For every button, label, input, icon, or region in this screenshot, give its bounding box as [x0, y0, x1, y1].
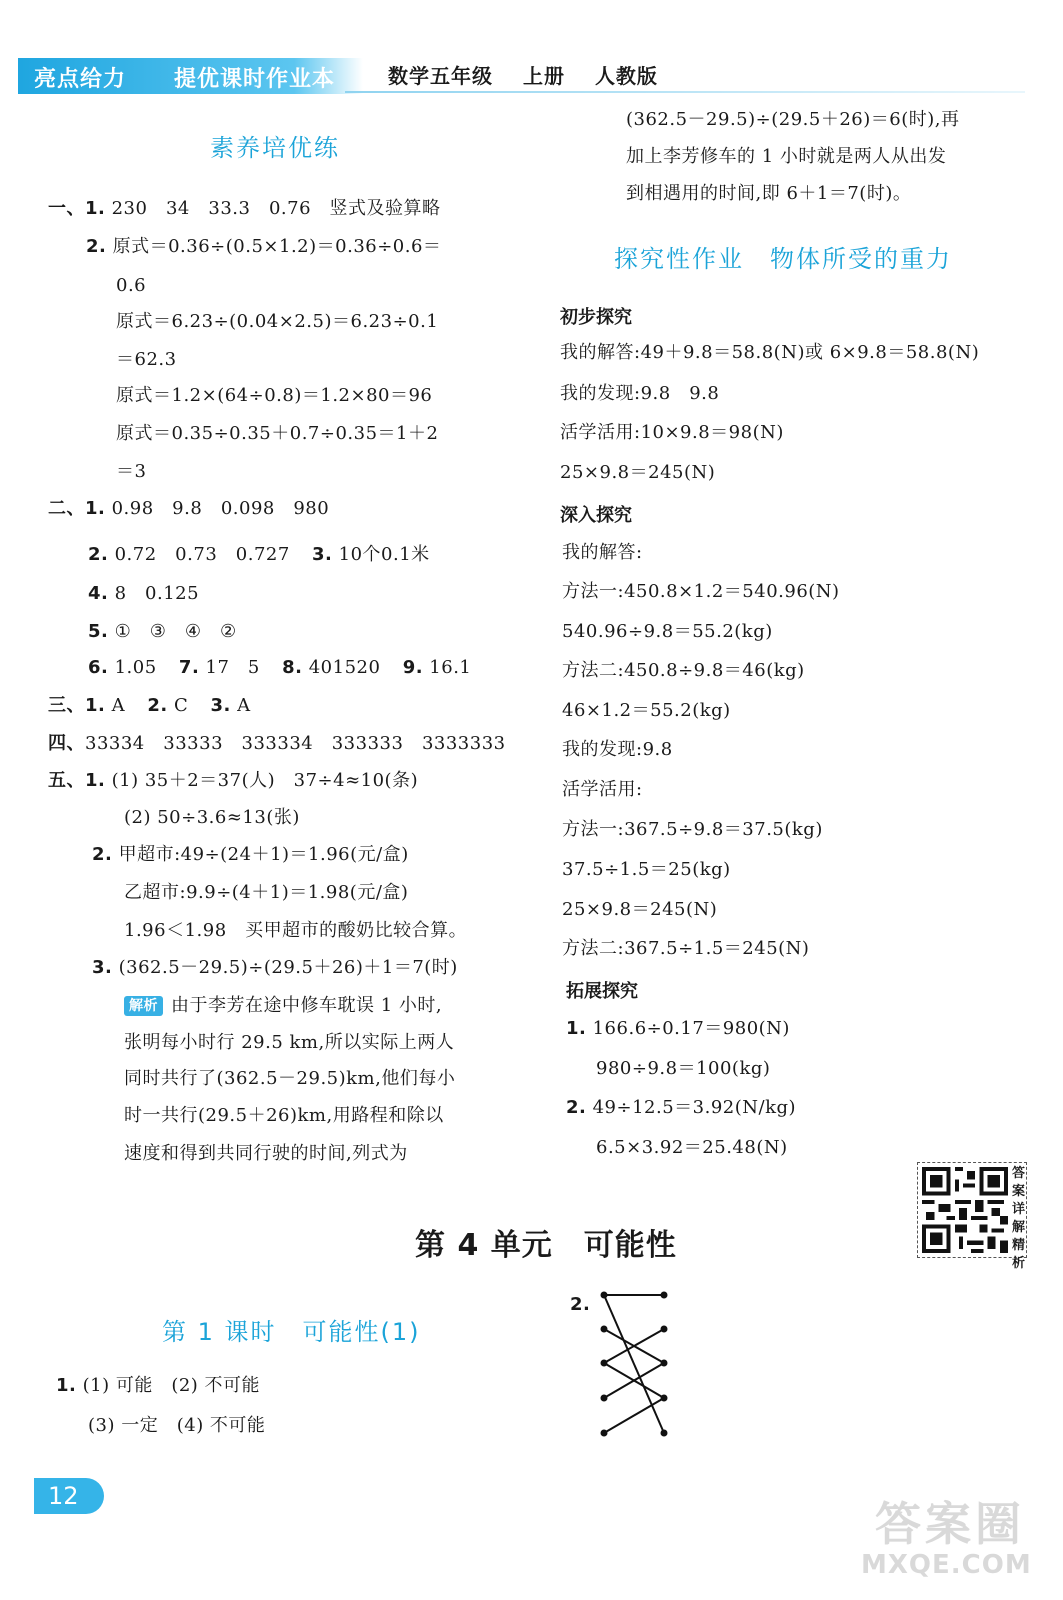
edition: 人教版 [594, 64, 658, 88]
watermark-logo [855, 1488, 1050, 1592]
match-line [604, 1398, 664, 1433]
answer-line: 6. 1.05 7. 17 5 8. 401520 9. 16.1 [88, 657, 472, 678]
watermark-text: 答案圈 [875, 1497, 1025, 1551]
answer-line: 原式＝0.35÷0.35＋0.7÷0.35＝1＋2 [116, 423, 439, 444]
answer-line: 25×9.8＝245(N) [560, 462, 716, 483]
answer-line: 我的解答:49＋9.8＝58.8(N)或 6×9.8＝58.8(N) [560, 342, 980, 363]
header-divider [345, 91, 1025, 93]
analysis-line: 同时共行了(362.5－29.5)km,他们每小 [124, 1068, 456, 1089]
answer-line: 方法二:367.5÷1.5＝245(N) [562, 938, 810, 959]
match-dot [661, 1326, 668, 1333]
match-dot [601, 1326, 608, 1333]
answer-line: ＝62.3 [116, 349, 177, 370]
answer-line: 我的解答: [562, 542, 643, 563]
lesson-title: 第 1 课时 可能性(1) [162, 1318, 421, 1346]
answer-line: 980÷9.8＝100(kg) [596, 1058, 771, 1079]
answer-line: 方法一:450.8×1.2＝540.96(N) [562, 581, 840, 602]
answer-line: 25×9.8＝245(N) [562, 899, 718, 920]
analysis-tag: 解析 [124, 996, 163, 1016]
match-dot [601, 1430, 608, 1437]
answer-line: 原式＝6.23÷(0.04×2.5)＝6.23÷0.1 [116, 311, 439, 332]
analysis-line: 解析 由于李芳在途中修车耽误 1 小时, [124, 993, 442, 1019]
analysis-line: 时一共行(29.5＋26)km,用路程和除以 [124, 1105, 444, 1126]
answer-line: (2) 50÷3.6≈13(张) [124, 807, 300, 828]
answer-line: 原式＝1.2×(64÷0.8)＝1.2×80＝96 [116, 385, 433, 406]
match-line [604, 1295, 664, 1433]
match-dot [601, 1395, 608, 1402]
answer-line: 三、1. A 2. C 3. A [48, 695, 251, 716]
sub-heading: 拓展探究 [566, 981, 638, 1002]
book-info [388, 60, 680, 89]
answer-line: ＝3 [116, 461, 147, 482]
answer-line: 540.96÷9.8＝55.2(kg) [562, 621, 773, 642]
answer-line: 1. 166.6÷0.17＝980(N) [566, 1018, 790, 1039]
watermark-url: MXQE.COM [861, 1550, 1032, 1580]
match-dot [661, 1360, 668, 1367]
answer-line: 五、1. (1) 35＋2＝37(人) 37÷4≈10(条) [48, 770, 419, 791]
brand-name: 亮点给力 [34, 67, 127, 92]
question-number: 2. [570, 1294, 591, 1315]
matching-lines-diagram [590, 1285, 680, 1445]
answer-line: 37.5÷1.5＝25(kg) [562, 859, 731, 880]
answer-line: 6.5×3.92＝25.48(N) [596, 1137, 788, 1158]
book-series-name: 提优课时作业本 [174, 67, 336, 92]
match-dot [661, 1395, 668, 1402]
match-dot [601, 1360, 608, 1367]
answer-line: 0.6 [116, 275, 147, 296]
answer-line: 我的发现:9.8 [562, 739, 673, 760]
answer-line: 一、1. 230 34 33.3 0.76 竖式及验算略 [48, 198, 441, 219]
qr-caption: 答案详解精析 [1012, 1166, 1026, 1271]
answer-line: 我的发现:9.8 9.8 [560, 383, 720, 404]
answer-line: 方法二:450.8÷9.8＝46(kg) [562, 660, 805, 681]
answer-line: 3. (362.5－29.5)÷(29.5＋26)＋1＝7(时) [92, 957, 458, 978]
section-title: 探究性作业 物体所受的重力 [614, 245, 952, 273]
page-header [0, 0, 1063, 100]
answer-line: 活学活用:10×9.8＝98(N) [560, 422, 784, 443]
match-dot [661, 1430, 668, 1437]
unit-title: 第 4 单元 可能性 [415, 1228, 677, 1263]
answer-line: 2. 0.72 0.73 0.727 3. 10个0.1米 [88, 544, 430, 565]
answer-line: 46×1.2＝55.2(kg) [562, 700, 731, 721]
answer-line: 四、33334 33333 333334 333333 3333333 [48, 733, 506, 754]
analysis-line: 速度和得到共同行驶的时间,列式为 [124, 1143, 408, 1164]
subject-grade: 数学五年级 [388, 64, 493, 88]
qr-code-icon[interactable] [922, 1167, 1008, 1253]
sub-heading: 初步探究 [560, 307, 632, 328]
answer-line: (362.5－29.5)÷(29.5＋26)＝6(时),再 [626, 109, 960, 130]
answer-line: 4. 8 0.125 [88, 583, 200, 604]
page-number: 12 [34, 1478, 104, 1514]
qr-code-box[interactable] [917, 1162, 1027, 1271]
answer-line: (3) 一定 (4) 不可能 [88, 1415, 266, 1436]
brand-banner [18, 58, 363, 94]
match-dot [601, 1292, 608, 1299]
answer-line: 1.96＜1.98 买甲超市的酸奶比较合算。 [124, 920, 468, 941]
analysis-line: 张明每小时行 29.5 km,所以实际上两人 [124, 1032, 455, 1053]
answer-line: 2. 原式＝0.36÷(0.5×1.2)＝0.36÷0.6＝ [86, 236, 442, 257]
answer-line: 活学活用: [562, 779, 643, 800]
section-title: 素养培优练 [210, 134, 340, 162]
match-dot [661, 1292, 668, 1299]
answer-line: 乙超市:9.9÷(4＋1)＝1.98(元/盒) [124, 882, 409, 903]
answer-line: 2. 甲超市:49÷(24＋1)＝1.96(元/盒) [92, 844, 409, 865]
answer-line: 二、1. 0.98 9.8 0.098 980 [48, 498, 330, 519]
answer-line: 到相遇用的时间,即 6＋1＝7(时)。 [626, 183, 912, 204]
answer-line: 加上李芳修车的 1 小时就是两人从出发 [626, 146, 947, 167]
answer-line: 方法一:367.5÷9.8＝37.5(kg) [562, 819, 823, 840]
answer-line: 2. 49÷12.5＝3.92(N/kg) [566, 1097, 797, 1118]
answer-line: 1. (1) 可能 (2) 不可能 [56, 1375, 261, 1396]
sub-heading: 深入探究 [560, 505, 632, 526]
answer-line: 5. ① ③ ④ ② [88, 621, 237, 642]
volume: 上册 [522, 64, 565, 88]
